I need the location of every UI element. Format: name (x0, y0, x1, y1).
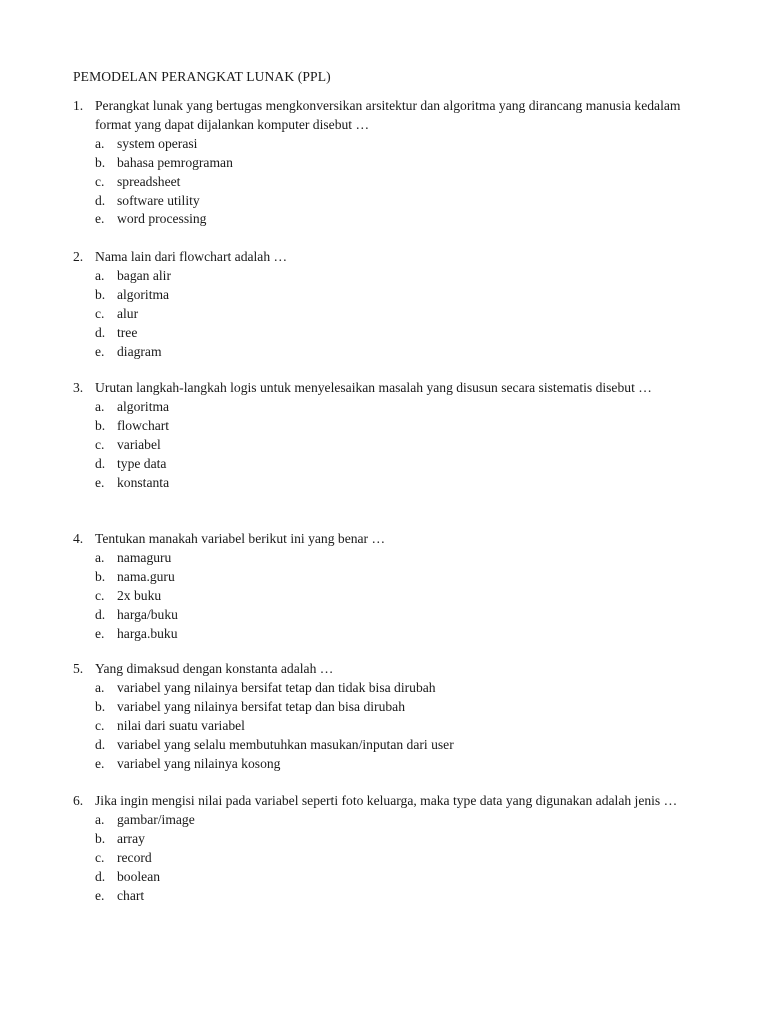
option-text: record (117, 849, 152, 865)
option-letter: b. (95, 698, 106, 714)
option-b (73, 698, 696, 717)
option-letter: e. (95, 474, 105, 490)
option-list (73, 135, 696, 230)
question-text: Perangkat lunak yang bertugas mengkonversikan arsitektur dan algoritma yang dirancang manusia kedalam format yang dapat dijalankan komputer disebut … (95, 98, 681, 132)
option-letter: c. (95, 849, 105, 865)
option-text: nilai dari suatu variabel (117, 717, 245, 733)
option-letter: b. (95, 568, 106, 584)
option-text: variabel yang nilainya kosong (117, 755, 281, 771)
option-e (73, 887, 696, 906)
option-text: variabel yang selalu membutuhkan masukan/inputan dari user (117, 736, 454, 752)
option-letter: e. (95, 755, 105, 771)
option-text: variabel yang nilainya bersifat tetap dan bisa dirubah (117, 698, 406, 714)
option-text: variabel (117, 436, 161, 452)
option-letter: b. (95, 417, 106, 433)
option-text: alur (117, 305, 139, 321)
option-letter: c. (95, 717, 105, 733)
question-number: 6. (73, 793, 84, 808)
option-text: array (117, 830, 145, 846)
option-list (73, 811, 696, 906)
option-text: namaguru (117, 549, 172, 565)
option-letter: a. (95, 267, 105, 283)
option-d (73, 736, 696, 755)
question-number: 3. (73, 380, 84, 395)
question-header (73, 660, 696, 679)
option-c (73, 173, 696, 192)
option-letter: c. (95, 305, 105, 321)
option-a (73, 398, 696, 417)
option-a (73, 811, 696, 830)
option-text: software utility (117, 192, 200, 208)
option-c (73, 436, 696, 455)
option-letter: e. (95, 887, 105, 903)
option-b (73, 417, 696, 436)
option-a (73, 135, 696, 154)
option-text: chart (117, 887, 145, 903)
option-c (73, 587, 696, 606)
option-c (73, 305, 696, 324)
option-c (73, 849, 696, 868)
question-6 (73, 792, 696, 905)
option-letter: d. (95, 736, 106, 752)
option-d (73, 455, 696, 474)
option-text: type data (117, 455, 167, 471)
option-letter: a. (95, 679, 105, 695)
option-d (73, 192, 696, 211)
question-1 (73, 97, 696, 229)
option-b (73, 830, 696, 849)
option-list (73, 398, 696, 493)
option-text: algoritma (117, 286, 170, 302)
option-text: tree (117, 324, 138, 340)
option-text: algoritma (117, 398, 170, 414)
question-number: 2. (73, 249, 84, 264)
option-letter: c. (95, 173, 105, 189)
option-a (73, 549, 696, 568)
document-title: PEMODELAN PERANGKAT LUNAK (PPL) (73, 69, 331, 84)
option-d (73, 868, 696, 887)
question-header (73, 530, 696, 549)
option-text: harga.buku (117, 625, 178, 641)
option-a (73, 679, 696, 698)
option-e (73, 343, 696, 362)
option-e (73, 474, 696, 493)
option-b (73, 286, 696, 305)
question-text: Jika ingin mengisi nilai pada variabel seperti foto keluarga, maka type data yang digunakan adalah jenis … (95, 793, 678, 808)
option-b (73, 154, 696, 173)
question-header (73, 792, 696, 811)
option-d (73, 606, 696, 625)
option-list (73, 549, 696, 644)
option-c (73, 717, 696, 736)
option-letter: a. (95, 811, 105, 827)
option-text: boolean (117, 868, 161, 884)
option-letter: d. (95, 324, 106, 340)
option-letter: d. (95, 192, 106, 208)
option-a (73, 267, 696, 286)
option-e (73, 755, 696, 774)
question-number: 1. (73, 98, 84, 113)
option-letter: c. (95, 587, 105, 603)
question-3 (73, 379, 696, 492)
option-letter: c. (95, 436, 105, 452)
question-header (73, 97, 696, 135)
option-text: system operasi (117, 135, 198, 151)
option-text: variabel yang nilainya bersifat tetap dan tidak bisa dirubah (117, 679, 436, 695)
option-text: word processing (117, 211, 207, 227)
option-letter: a. (95, 549, 105, 565)
option-text: nama.guru (117, 568, 175, 584)
option-text: diagram (117, 343, 162, 359)
option-letter: b. (95, 830, 106, 846)
option-list (73, 679, 696, 774)
question-header (73, 248, 696, 267)
option-letter: d. (95, 455, 106, 471)
option-letter: e. (95, 343, 105, 359)
option-text: flowchart (117, 417, 170, 433)
option-list (73, 267, 696, 362)
option-text: bahasa pemrograman (117, 154, 233, 170)
option-letter: d. (95, 606, 106, 622)
question-number: 5. (73, 661, 84, 676)
option-text: harga/buku (117, 606, 178, 622)
question-4 (73, 530, 696, 643)
option-text: konstanta (117, 474, 170, 490)
question-text: Urutan langkah-langkah logis untuk menyelesaikan masalah yang disusun secara sistematis disebut … (95, 380, 652, 395)
option-text: bagan alir (117, 267, 171, 283)
option-letter: d. (95, 868, 106, 884)
option-e (73, 625, 696, 644)
option-b (73, 568, 696, 587)
question-number: 4. (73, 531, 84, 546)
question-text: Yang dimaksud dengan konstanta adalah … (95, 661, 334, 676)
option-text: spreadsheet (117, 173, 181, 189)
option-letter: a. (95, 398, 105, 414)
question-5 (73, 660, 696, 773)
option-e (73, 210, 696, 229)
option-letter: e. (95, 625, 105, 641)
option-letter: a. (95, 135, 105, 151)
option-d (73, 324, 696, 343)
question-2 (73, 248, 696, 361)
question-header (73, 379, 696, 398)
option-text: gambar/image (117, 811, 195, 827)
option-text: 2x buku (117, 587, 162, 603)
question-text: Tentukan manakah variabel berikut ini yang benar … (95, 531, 386, 546)
option-letter: b. (95, 286, 106, 302)
question-text: Nama lain dari flowchart adalah … (95, 249, 288, 264)
option-letter: b. (95, 154, 106, 170)
option-letter: e. (95, 211, 105, 227)
